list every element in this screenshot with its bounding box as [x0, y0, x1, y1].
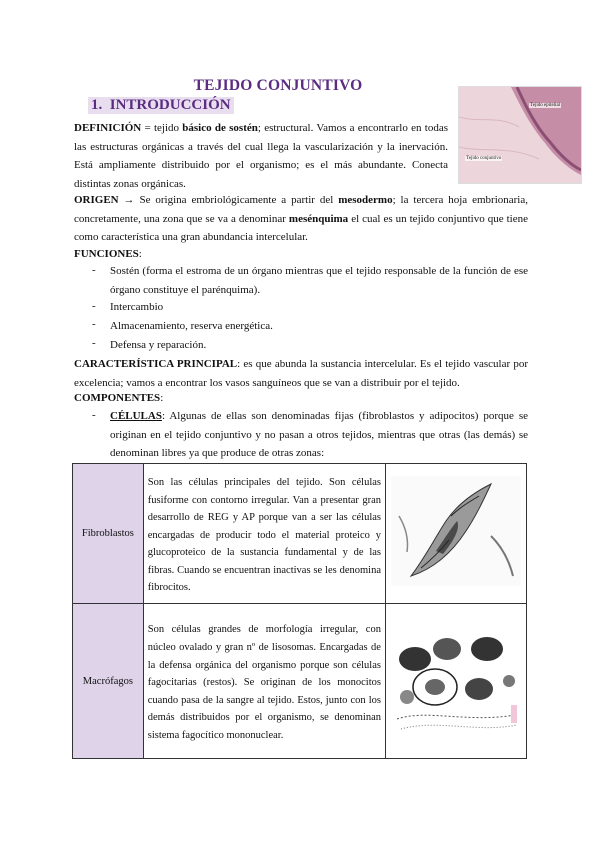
page-title: TEJIDO CONJUNTIVO	[193, 77, 363, 94]
caracteristica-label: CARACTERÍSTICA PRINCIPAL	[74, 358, 238, 370]
definicion-text-2: ; estructural. Vamos a encontrarlo en todas las estructuras orgánicas a través del cual llega la vascularización y la inervación. Está ampliamente distribuido por el organismo; es el más abundante. Conecta distintas zonas orgánicas.	[74, 122, 448, 190]
bullet-dash: -	[92, 264, 96, 276]
funcion-item: Intercambio	[110, 301, 164, 313]
table-row	[73, 604, 527, 759]
celulas-paragraph	[110, 407, 528, 463]
funciones-heading: FUNCIONES:	[74, 248, 142, 260]
macrophage-diagram	[387, 619, 525, 739]
origen-paragraph	[74, 191, 528, 247]
funcion-item: Defensa y reparación.	[110, 339, 207, 351]
fibroblast-micrograph	[391, 476, 521, 586]
caracteristica-text: : es que abunda la sustancia intercelular. Es el tejido vascular por excelencia; vamos a encontrar los vasos sanguíneos que se van a distribuir por el tejido.	[74, 358, 528, 389]
origen-text-2: ; la tercera hoja embrionaria, concretamente, una zona que se va a denominar	[74, 194, 528, 225]
histology-figure	[458, 86, 582, 184]
figure-label-epitelial: Tejido epitelial	[530, 103, 561, 108]
fibroblast-image	[385, 464, 526, 604]
componentes-label: COMPONENTES	[74, 392, 161, 404]
cells-table	[72, 463, 527, 759]
definicion-text-1: = tejido	[141, 122, 183, 134]
caracteristica-paragraph	[74, 355, 528, 392]
cell-description: Son células grandes de morfología irregular, con núcleo ovalado y gran nº de lisosomas. Encargadas de la defensa orgánica del organismo porque son células fagocitarias (restos). Se originan de los monocitos cuando pasa de la sangre al tejido. Estos, junto con los demás distribuidos por el organismo, se denominan sistema fagocítico mononuclear.	[143, 604, 385, 759]
origen-text-1: → Se origina embriológicamente a partir del	[118, 194, 339, 206]
cell-name: Fibroblastos	[73, 464, 144, 604]
funcion-item: Sostén (forma el estroma de un órgano mientras que el tejido responsable de la función de ese órgano constituye el parénquima).	[110, 265, 528, 296]
cell-description: Son las células principales del tejido. Son células fusiforme con contorno irregular. Van a presentar gran desarrollo de REG y AP porque van a ser las células encargadas de producir todo el material proteico y glucoproteico de la sustancia fundamental y de las fibras. Cuando se encuentran inactivas se les denomina fibrocitos.	[143, 464, 385, 604]
table-row	[73, 464, 527, 604]
figure-label-conjuntivo: Tejido conjuntivo	[466, 156, 502, 161]
bullet-dash: -	[92, 300, 96, 312]
macrophage-image	[385, 604, 526, 759]
definicion-label: DEFINICIÓN	[74, 122, 142, 134]
celulas-text: : Algunas de ellas son denominadas fijas (fibroblastos y adipocitos) porque se originan en el tejido conjuntivo y no pasan a otros tejidos, mientras que otras (las demás) se denominan libres ya que produce de otras zonas:	[110, 410, 528, 459]
definicion-bold: básico de sostén	[182, 122, 258, 134]
bullet-dash: -	[92, 409, 96, 421]
section-heading-introduccion: 1. INTRODUCCIÓN	[88, 97, 234, 114]
funcion-item: Almacenamiento, reserva energética.	[110, 320, 273, 332]
bullet-dash: -	[92, 318, 96, 330]
funciones-label: FUNCIONES	[74, 248, 139, 260]
cell-name: Macrófagos	[73, 604, 144, 759]
definicion-paragraph	[74, 119, 448, 193]
origen-text-3: el cual es un tejido conjuntivo que tiene como característica una gran abundancia intercelular.	[74, 212, 528, 243]
origen-label: ORIGEN	[74, 194, 119, 206]
origen-bold-2: mesénquima	[288, 212, 349, 225]
origen-bold-1: mesodermo	[338, 194, 393, 206]
histology-image	[459, 87, 581, 183]
componentes-heading: COMPONENTES:	[74, 392, 164, 404]
bullet-dash: -	[92, 337, 96, 349]
celulas-label: CÉLULAS	[110, 410, 162, 422]
